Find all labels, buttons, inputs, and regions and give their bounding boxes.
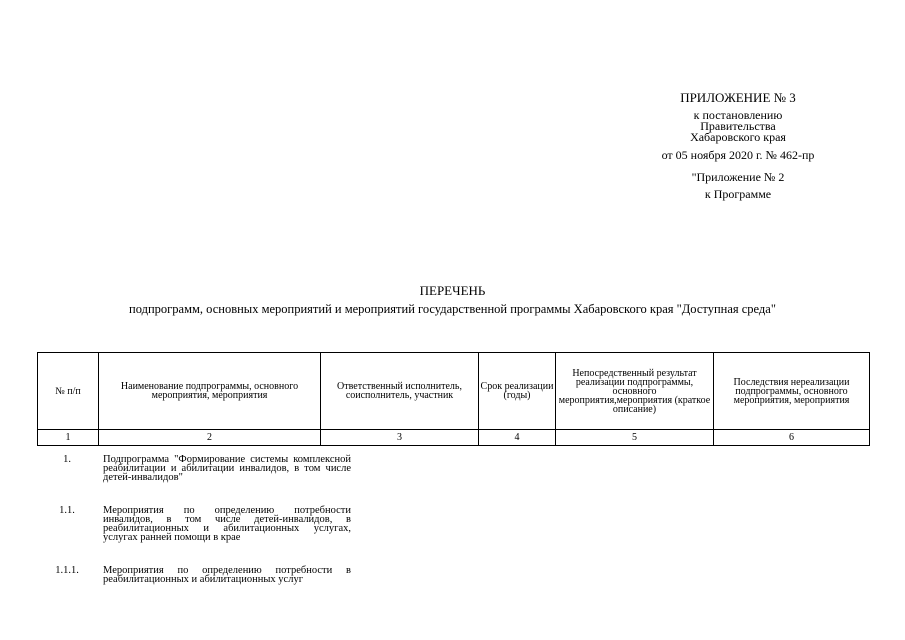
column-number-row: [38, 430, 870, 446]
row-number: 1.1.: [59, 505, 75, 516]
appendix-title: ПРИЛОЖЕНИЕ № 3: [680, 90, 796, 105]
program-table: [37, 352, 870, 446]
appendix-resolution: [620, 110, 856, 143]
header-cell: № п/п: [38, 353, 99, 430]
appendix-date: от 05 ноября 2020 г. № 462-пр: [661, 148, 815, 162]
row-text: Подпрограмма "Формирование системы комплексной реабилитации и абилитации инвалидов, в том числе детей-инвалидов": [103, 454, 351, 483]
appendix-line-2: Правительства: [700, 119, 776, 133]
column-number: 5: [556, 430, 714, 446]
program-ref-1: "Приложение № 2: [691, 170, 785, 184]
header-cell: Последствия нереализации подпрограммы, основного мероприятия, мероприятия: [714, 353, 870, 430]
header-cell: Ответственный исполнитель, соисполнитель, участник: [321, 353, 479, 430]
program-ref-2: к Программе: [704, 187, 772, 201]
appendix-line-3: Хабаровского края: [690, 130, 786, 144]
row-text: Мероприятия по определению потребности инвалидов, в том числе детей-инвалидов, в реабилитационных и абилитационных услугах, услугах ранней помощи в крае: [103, 505, 351, 543]
column-number: 1: [38, 430, 99, 446]
row-number: 1.1.1.: [55, 565, 79, 576]
row-text: Мероприятия по определению потребности в реабилитационных и абилитационных услуг: [103, 565, 351, 585]
appendix-line-1: к постановлению: [693, 108, 783, 122]
header-cell: Наименование подпрограммы, основного мероприятия, мероприятия: [99, 353, 321, 430]
column-number: 4: [479, 430, 556, 446]
header-cell: Непосредственный результат реализации подпрограммы, основного мероприятия,мероприятия (краткое описание): [556, 353, 714, 430]
document-title: ПЕРЕЧЕНЬ: [419, 283, 486, 298]
column-number: 2: [99, 430, 321, 446]
table-header-row: [38, 353, 870, 430]
header-cell: Срок реализации (годы): [479, 353, 556, 430]
appendix-block: [620, 90, 856, 201]
column-number: 3: [321, 430, 479, 446]
document-subtitle: подпрограмм, основных мероприятий и мероприятий государственной программы Хабаровского края "Доступная среда": [129, 302, 776, 316]
column-number: 6: [714, 430, 870, 446]
row-number: 1.: [63, 454, 71, 465]
